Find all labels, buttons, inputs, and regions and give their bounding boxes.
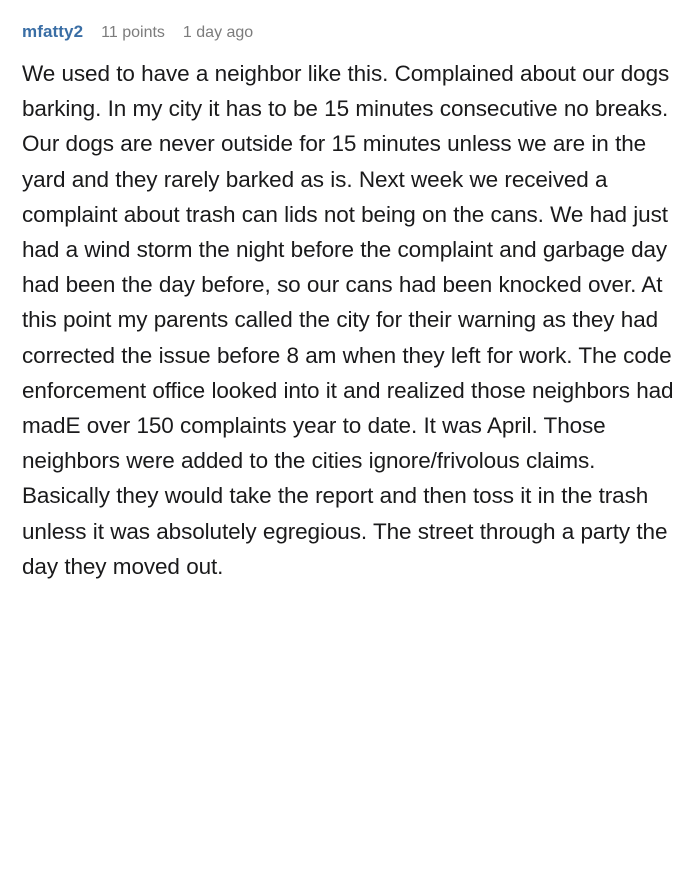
comment-timestamp: 1 day ago: [182, 24, 254, 41]
comment-body: We used to have a neighbor like this. Complained about our dogs barking. In my city it has to be 15 minutes consecutive no breaks. Our dogs are never outside for 15 minutes unless we are in the yard and they rarely barked as is. Next week we received a complaint about trash can lids not being on the cans. We had just had a wind storm the night before the complaint and garbage day had been the day before, so our cans had been knocked over. At this point my parents called the city for their warning as they had corrected the issue before 8 am when they left for work. The code enforcement office looked into it and realized those neighbors had madE over 150 complaints year to date. It was April. Those neighbors were added to the cities ignore/frivolous claims. Basically they would take the report and then toss it in the trash unless it was absolutely egregious. The street through a party the day they moved out.: [22, 61, 674, 579]
comment-meta: [22, 22, 682, 42]
comment-points: 11 points: [101, 24, 165, 41]
comment-author[interactable]: mfatty2: [22, 22, 84, 41]
